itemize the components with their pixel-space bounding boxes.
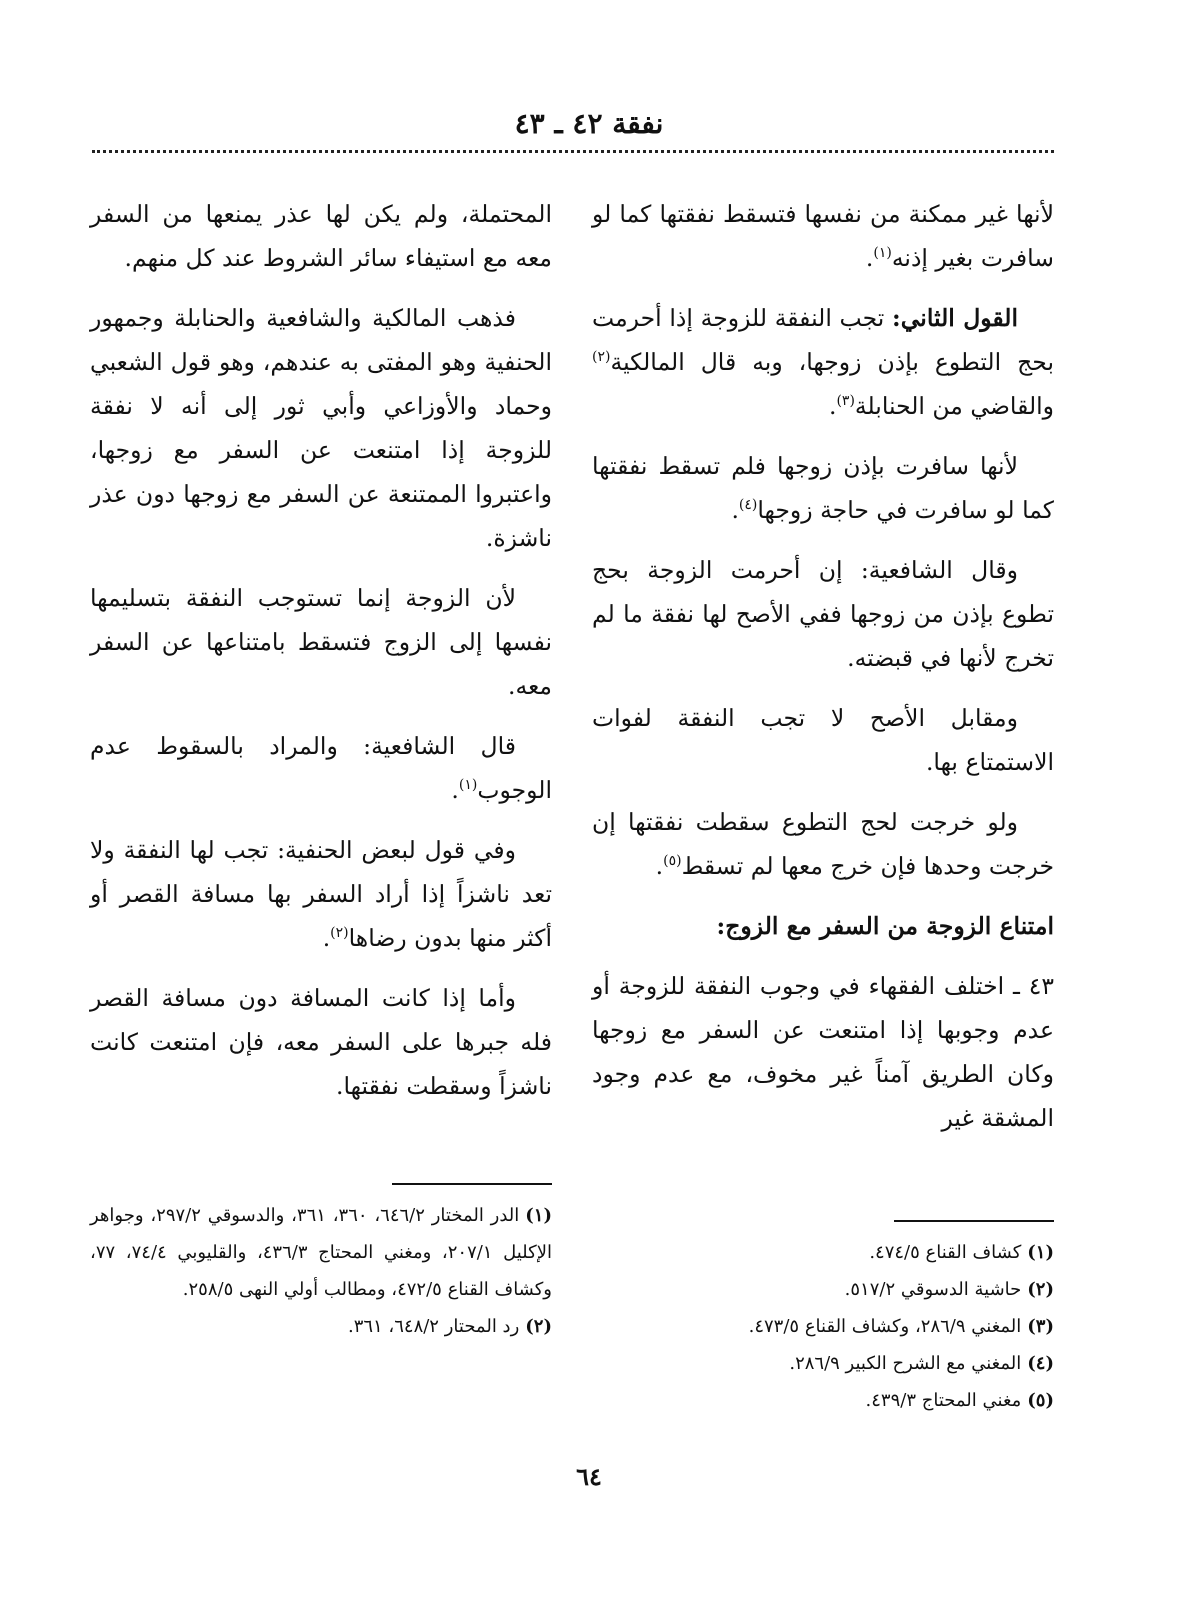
paragraph-text: قال الشافعية: والمراد بالسقوط عدم الوجوب	[90, 732, 552, 804]
paragraph-text: وفي قول لبعض الحنفية: تجب لها النفقة ولا تعد ناشزاً إذا أراد السفر بها مسافة القصر أو أكثر منها بدون رضاها	[90, 836, 552, 952]
footnote-ref: (٥)	[663, 853, 682, 870]
page-number: ٦٤	[576, 1462, 602, 1491]
paragraph: لأن الزوجة إنما تستوجب النفقة بتسليمها نفسها إلى الزوج فتسقط بامتناعها عن السفر معه.	[90, 584, 552, 700]
footnote-ref: (٣)	[836, 393, 855, 410]
footnote-separator	[894, 1220, 1054, 1222]
footnote	[90, 1197, 552, 1308]
footnote-text: مغني المحتاج ٤٣٩/٣.	[865, 1390, 1022, 1411]
paragraph: قال الشافعية: والمراد بالسقوط عدم الوجوب$^{(١)}$.	[90, 732, 552, 804]
footnote-number: (٣)	[1027, 1316, 1054, 1337]
paragraph-text: لأنها غير ممكنة من نفسها فتسقط نفقتها كما لو سافرت بغير إذنه	[592, 200, 1054, 272]
paragraph: لأنها غير ممكنة من نفسها فتسقط نفقتها كما لو سافرت بغير إذنه$^{(١)}$.	[592, 200, 1054, 272]
footnote-text: المغني مع الشرح الكبير ٢٨٦/٩.	[789, 1353, 1022, 1374]
footnote-text: حاشية الدسوقي ٥١٧/٢.	[844, 1279, 1022, 1300]
footnote-number: (٤)	[1027, 1353, 1054, 1374]
footnote-ref: (٢)	[592, 349, 611, 366]
paragraph: ولو خرجت لحج التطوع سقطت نفقتها إن خرجت وحدها فإن خرج معها لم تسقط$^{(٥)}$.	[592, 808, 1054, 880]
paragraph: المحتملة، ولم يكن لها عذر يمنعها من السفر معه مع استيفاء سائر الشروط عند كل منهم.	[90, 200, 552, 272]
paragraph: وأما إذا كانت المسافة دون مسافة القصر فله جبرها على السفر معه، فإن امتنعت كانت ناشزاً وسقطت نفقتها.	[90, 984, 552, 1100]
footnote-ref: (١)	[458, 777, 478, 794]
paragraph: ٤٣ ـ اختلف الفقهاء في وجوب النفقة للزوجة أو عدم وجوبها إذا امتنعت عن السفر مع زوجها وكان الطريق آمناً غير مخوف، مع عدم وجود المشقة غير	[592, 972, 1054, 1132]
footnote-number: (١)	[1027, 1242, 1054, 1263]
footnote-text: الدر المختار ٦٤٦/٢، ٣٦٠، ٣٦١، والدسوقي ٢٩٧/٢، وجواهر الإكليل ٢٠٧/١، ومغني المحتاج ٤٣٦/٣، والقليوبي ٧٤/٤، ٧٧، وكشاف القناع ٤٧٢/٥، ومطالب أولي النهى ٢٥٨/٥.	[90, 1205, 552, 1300]
header-dotted-rule	[92, 150, 1054, 153]
footnote-number: (٢)	[1027, 1279, 1054, 1300]
second-opinion-lead: القول الثاني:	[892, 304, 1018, 332]
running-header: نفقة ٤٢ ـ ٤٣	[514, 107, 664, 140]
paragraph-text: ولو خرجت لحج التطوع سقطت نفقتها إن خرجت وحدها فإن خرج معها لم تسقط	[592, 808, 1054, 880]
footnote-separator	[392, 1183, 552, 1185]
right-footnotes	[592, 1220, 1054, 1419]
paragraph: فذهب المالكية والشافعية والحنابلة وجمهور الحنفية وهو المفتى به عندهم، وهو قول الشعبي وحماد والأوزاعي وأبي ثور إلى أنه لا نفقة للزوجة إذا امتنعت عن السفر مع زوجها، واعتبروا الممتنعة عن السفر مع زوجها دون عذر ناشزة.	[90, 304, 552, 552]
paragraph: القول الثاني: تجب النفقة للزوجة إذا أحرمت بحج التطوع بإذن زوجها، وبه قال المالكية$^{(٢)}$ والقاضي من الحنابلة$^{(٣)}$.	[592, 304, 1054, 420]
footnote-text: رد المحتار ٦٤٨/٢، ٣٦١.	[347, 1316, 520, 1337]
footnote-text: كشاف القناع ٤٧٤/٥.	[869, 1242, 1022, 1263]
paragraph: لأنها سافرت بإذن زوجها فلم تسقط نفقتها كما لو سافرت في حاجة زوجها$^{(٤)}$.	[592, 452, 1054, 524]
left-footnotes	[90, 1183, 552, 1345]
footnote	[90, 1308, 552, 1345]
paragraph-text: تجب النفقة للزوجة إذا أحرمت بحج التطوع بإذن زوجها، وبه قال المالكية	[592, 304, 1054, 376]
footnote-number: (٥)	[1027, 1390, 1054, 1411]
footnote	[592, 1308, 1054, 1345]
paragraph-text: لأنها سافرت بإذن زوجها فلم تسقط نفقتها كما لو سافرت في حاجة زوجها	[592, 452, 1054, 524]
footnote	[592, 1382, 1054, 1419]
footnote-ref: (٤)	[738, 497, 758, 514]
right-column	[592, 192, 1054, 1156]
footnote-text: المغني ٢٨٦/٩، وكشاف القناع ٤٧٣/٥.	[748, 1316, 1022, 1337]
footnote	[592, 1345, 1054, 1382]
paragraph-text: والقاضي من الحنابلة	[854, 392, 1054, 420]
footnote-ref: (١)	[873, 245, 892, 262]
section-heading: امتناع الزوجة من السفر مع الزوج:	[716, 912, 1054, 940]
footnote	[592, 1271, 1054, 1308]
paragraph: ومقابل الأصح لا تجب النفقة لفوات الاستمتاع بها.	[592, 704, 1054, 776]
left-column	[90, 192, 552, 1124]
footnote-number: (١)	[525, 1205, 552, 1226]
paragraph: وفي قول لبعض الحنفية: تجب لها النفقة ولا تعد ناشزاً إذا أراد السفر بها مسافة القصر أو أكثر منها بدون رضاها$^{(٢)}$.	[90, 836, 552, 952]
footnote-number: (٢)	[525, 1316, 552, 1337]
paragraph: وقال الشافعية: إن أحرمت الزوجة بحج تطوع بإذن من زوجها ففي الأصح لها نفقة ما لم تخرج لأنها في قبضته.	[592, 556, 1054, 672]
footnote-ref: (٢)	[330, 925, 349, 942]
footnote	[592, 1234, 1054, 1271]
